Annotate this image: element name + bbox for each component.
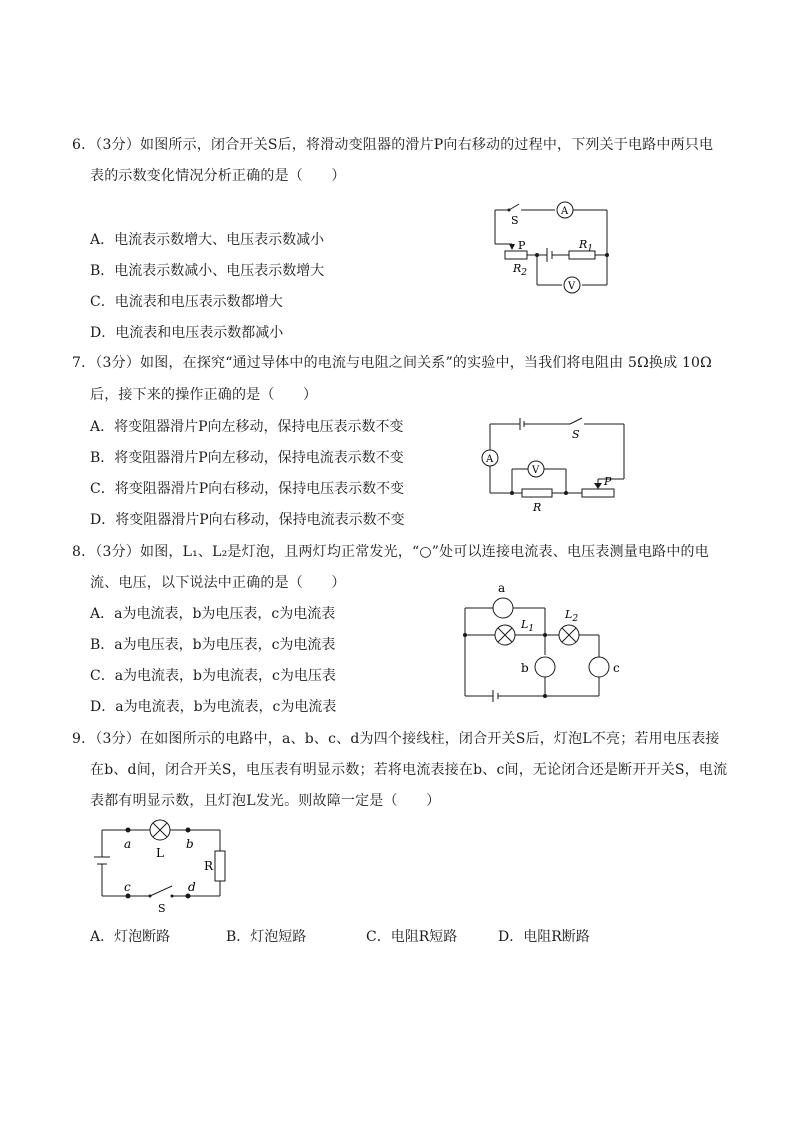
q6-switch-label: S (511, 214, 519, 227)
q9-terminal-a-label: a (124, 837, 132, 851)
q6-option-a: A．电流表示数增大、电压表示数减小 (90, 232, 325, 248)
q7-option-b: B．将变阻器滑片P向左移动，保持电流表示数不变 (90, 450, 404, 466)
q6-slider-label: P (518, 239, 526, 252)
q9-option-a: A．灯泡断路 (90, 929, 171, 945)
q9-stem-line3: 表都有明显示数，且灯泡L发光。则故障一定是（ ） (90, 793, 441, 809)
q6-r2-label: $R_2$ (513, 262, 528, 278)
q9-circuit-diagram (88, 815, 238, 915)
q8-option-c: C．a为电流表，b为电流表，c为电压表 (90, 668, 336, 684)
q8-lamp-l2-label: $L_2$ (565, 608, 579, 624)
q9-option-d: D．电阻R断路 (498, 929, 590, 945)
q8-option-a: A．a为电流表，b为电压表，c为电流表 (90, 606, 336, 622)
q9-stem-line1: 9．（3分）在如图所示的电路中，a、b、c、d为四个接线柱，闭合开关S后，灯泡L不亮；若用电压表接 (72, 731, 720, 747)
q8-option-b: B．a为电压表，b为电压表，c为电流表 (90, 637, 336, 653)
q8-stem-line2: 流、电压，以下说法中正确的是（ ） (90, 575, 346, 591)
q7-voltmeter-label: V (532, 465, 540, 476)
q8-meter-a-label: a (498, 581, 506, 595)
q6-stem-line2: 表的示数变化情况分析正确的是（ ） (90, 168, 346, 184)
q7-slider-label: P (604, 475, 612, 488)
q9-option-b: B．灯泡短路 (226, 929, 307, 945)
q9-stem-line2: 在b、d间，闭合开关S，电压表有明显示数；若将电流表接在b、c间，无论闭合还是断开开关S，电流 (90, 762, 728, 778)
q6-stem-line1: 6．（3分）如图所示，闭合开关S后，将滑动变阻器的滑片P向右移动的过程中，下列关于电路中两只电 (72, 137, 714, 153)
q7-switch-label: S (572, 428, 580, 441)
q9-terminal-c-label: c (124, 880, 131, 894)
q6-option-c: C．电流表和电压表示数都增大 (90, 294, 283, 310)
q8-lamp-l1-label: $L_1$ (521, 618, 535, 634)
q7-stem-line2: 后，接下来的操作正确的是（ ） (90, 387, 318, 403)
q6-circuit-diagram (485, 198, 625, 298)
q7-option-d: D．将变阻器滑片P向右移动，保持电流表示数不变 (90, 512, 405, 528)
q7-stem-line1: 7．（3分）如图，在探究“通过导体中的电流与电阻之间关系”的实验中，当我们将电阻由 5Ω换成 10Ω (72, 355, 712, 371)
q7-ammeter-label: A (486, 454, 494, 465)
q6-r1-label: $R_1$ (579, 238, 594, 254)
q9-terminal-d-label: d (188, 880, 196, 894)
q6-option-b: B．电流表示数减小、电压表示数增大 (90, 263, 325, 279)
q8-meter-c-label: c (613, 661, 620, 675)
q6-voltmeter-label: V (568, 281, 576, 292)
q7-circuit-diagram (478, 416, 628, 516)
q9-resistor-label: R (204, 859, 214, 873)
q8-circuit-diagram (455, 580, 625, 710)
q7-option-a: A．将变阻器滑片P向左移动，保持电压表示数不变 (90, 419, 404, 435)
q9-lamp-label: L (156, 846, 164, 860)
q8-option-d: D．a为电流表，b为电流表，c为电流表 (90, 699, 337, 715)
q6-option-d: D．电流表和电压表示数都减小 (90, 325, 284, 341)
q6-ammeter-label: A (561, 206, 569, 217)
q7-option-c: C．将变阻器滑片P向右移动，保持电压表示数不变 (90, 481, 405, 497)
q8-meter-b-label: b (521, 661, 529, 675)
q9-terminal-b-label: b (186, 837, 194, 851)
q7-resistor-label: R (533, 501, 542, 514)
q9-switch-label: S (158, 902, 166, 915)
q8-stem-line1: 8．（3分）如图，L₁、L₂是灯泡，且两灯均正常发光，“○”处可以连接电流表、电压表测量电路中的电 (72, 544, 709, 560)
q9-option-c: C．电阻R短路 (366, 929, 458, 945)
